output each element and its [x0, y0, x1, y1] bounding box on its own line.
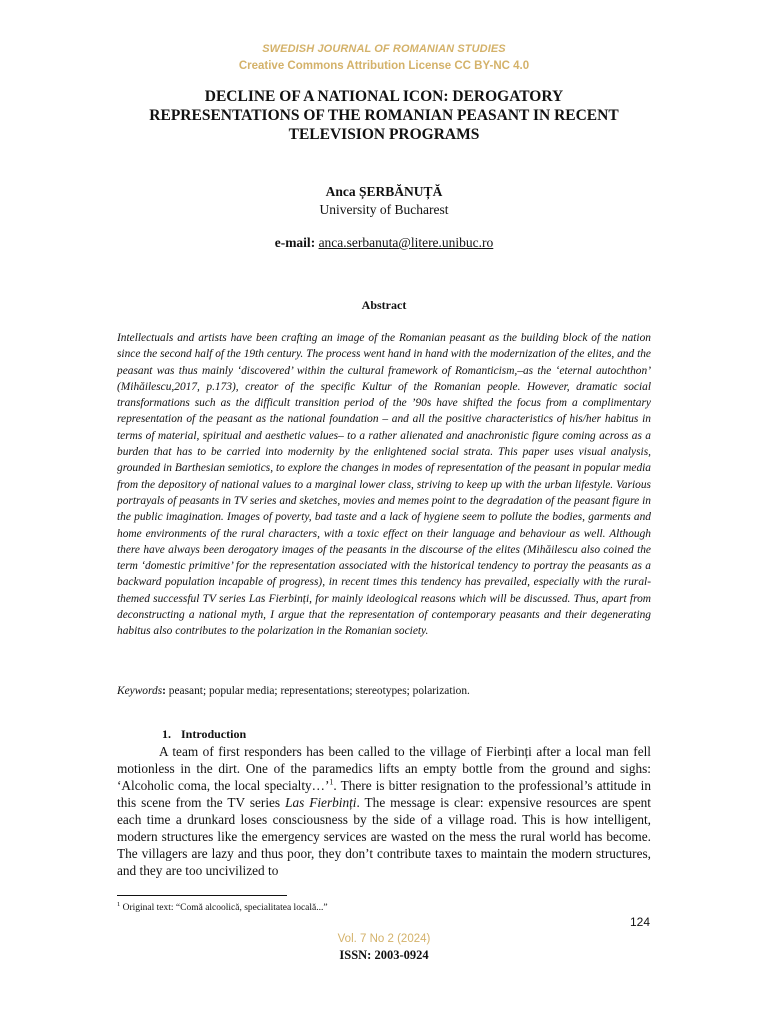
keywords-label: Keywords: [117, 685, 163, 697]
license-line: Creative Commons Attribution License CC BY-NC 4.0: [238, 60, 530, 72]
volume-info: Vol. 7 No 2 (2024): [337, 933, 431, 945]
title-line: DECLINE OF A NATIONAL ICON: DEROGATORY: [204, 88, 564, 105]
footnote-text: Original text: “Comă alcoolică, specialitatea locală...”: [120, 903, 328, 913]
footnote-number: 1: [117, 900, 121, 908]
abstract-text: Intellectuals and artists have been crafting an image of the Romanian peasant as the building block of the nation since the second half of the 19th century. The process went hand in hand with the modernization of the elites, and the peasant was thus mainly ‘discovered’ within the cultural framework of Romanticism,–as the ‘eternal autochthon’ (Mihăilescu,2017, p.173), creator of the specific Kultur of the Romanian people. However, dramatic social transformations such as the difficult transition period of the ’90s have shifted the focus from a complimentary representation of the peasant as the national foundation – and all the positive characteristics of his/her habitus in terms of material, spiritual and aesthetic values– to a rather alienated and anachronistic figure coming across as a burden that has to be carried into modernity by the enlightened social strata. This paper uses visual analysis, grounded in Barthesian semiotics, to explore the changes in modes of representation of the peasant in popular media from the depository of national values to a marginal lower class, striving to keep up with the urban lifestyle. Various portrayals of peasants in TV series and sketches, movies and memes point to the degradation of the peasant figure in the public imagination. Images of poverty, bad taste and a lack of hygiene seem to pollute the bodies, garments and home environments of the rural characters, with a toxic effect on their language and behaviour as well. Although there have always been derogatory images of the peasants in the discourse of the elites (Mihăilescu also coined the term ‘domestic primitive’ for the representation associated with the historical tendency to portray the peasants as a backward population incapable of progress), in recent times this tendency has prevailed, especially with the rural-themed successful TV series Las Fierbinți, for mainly ideological reasons which will be discussed. Thus, apart from deconstructing a national myth, I argue that the representation of contemporary peasants and their degenerating habitus also contributes to the polarization in the Romanian society.: [117, 332, 651, 638]
section-heading-introduction: [162, 727, 246, 742]
intro-paragraph: [117, 743, 651, 879]
footnote: [117, 902, 651, 914]
email-line: [0, 235, 768, 251]
footnote-divider: [117, 895, 287, 896]
intro-text-part-2: . There is bitter resignation to the professional’s attitude in this scene from the TV series: [117, 778, 651, 810]
abstract-heading: Abstract: [361, 298, 407, 312]
footnote-reference[interactable]: 1: [329, 777, 334, 787]
author-affiliation: University of Bucharest: [319, 202, 449, 217]
keywords-line: [117, 683, 651, 699]
journal-name: SWEDISH JOURNAL OF ROMANIAN STUDIES: [262, 43, 506, 55]
series-title: Las Fierbinți: [285, 795, 357, 810]
title-line: TELEVISION PROGRAMS: [288, 126, 480, 143]
issn: ISSN: 2003-0924: [339, 948, 429, 962]
keywords-colon: :: [162, 685, 166, 697]
section-number: 1.: [162, 727, 171, 741]
keywords-text: peasant; popular media; representations; stereotypes; polarization.: [165, 685, 470, 697]
section-title: Introduction: [181, 727, 247, 741]
intro-text-part-3: . The message is clear: expensive resources are spent each time a drunkard loses consciousness by the side of a village road. This is how intelligent, modern structures like the emergency services are wasted on the mess the rural world has become. The villagers are lazy and thus poor, they don’t contribute taxes to maintain the modern structures, and they are too uncivilized to: [117, 795, 651, 878]
author-name: Anca ȘERBĂNUȚĂ: [325, 184, 443, 199]
article-title: [110, 87, 658, 144]
page-number: 124: [629, 915, 650, 929]
email-label: e-mail:: [274, 235, 316, 250]
intro-text-part-1: A team of first responders has been called to the village of Fierbinți after a local man fell motionless in the dirt. One of the paramedics lifts an empty bottle from the ground and sighs: ‘Alcoholic coma, the local specialty…’: [117, 744, 651, 793]
email-link[interactable]: anca.serbanuta@litere.unibuc.ro: [318, 235, 494, 250]
title-line: REPRESENTATIONS OF THE ROMANIAN PEASANT IN RECENT: [149, 107, 619, 124]
